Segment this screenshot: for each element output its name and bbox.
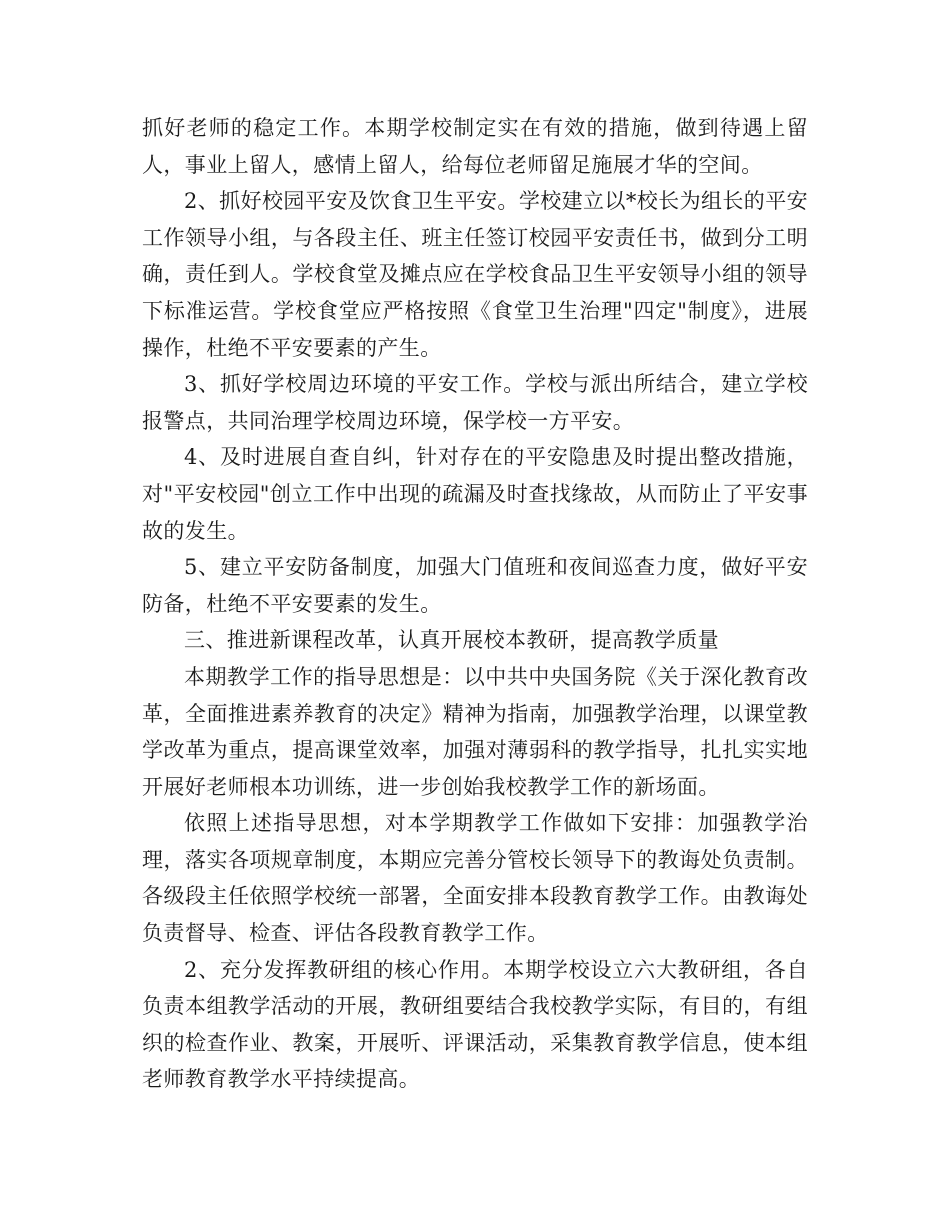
paragraph-4: 4、及时进展自查自纠，针对存在的平安隐患及时提出整改措施，对"平安校园"创立工作中出现的疏漏及时查找缘故，从而防止了平安事故的发生。 <box>142 445 808 543</box>
paragraph-1: 抓好老师的稳定工作。本期学校制定实在有效的措施，做到待遇上留人，事业上留人，感情上留人，给每位老师留足施展才华的空间。 <box>142 116 808 177</box>
paragraph-3: 3、抓好学校周边环境的平安工作。学校与派出所结合，建立学校报警点，共同治理学校周边环境，保学校一方平安。 <box>142 372 808 433</box>
section-heading: 三、推进新课程改革，认真开展校本教研，提高教学质量 <box>184 628 719 653</box>
paragraph-2: 2、抓好校园平安及饮食卫生平安。学校建立以*校长为组长的平安工作领导小组，与各段主任、班主任签订校园平安责任书，做到分工明确，责任到人。学校食堂及摊点应在学校食品卫生平安领导小组的领导下标准运营。学校食堂应严格按照《食堂卫生治理"四定"制度》，进展操作，杜绝不平安要素的产生。 <box>142 189 808 360</box>
paragraph-9: 2、充分发挥教研组的核心作用。本期学校设立六大教研组，各自负责本组教学活动的开展，教研组要结合我校教学实际，有目的，有组织的检查作业、教案，开展听、评课活动，采集教育教学信息，使本组老师教育教学水平持续提高。 <box>142 957 808 1092</box>
paragraph-8: 依照上述指导思想，对本学期教学工作做如下安排：加强教学治理，落实各项规章制度，本期应完善分管校长领导下的教诲处负责制。各级段主任依照学校统一部署，全面安排本段教育教学工作。由教诲处负责督导、检查、评估各段教育教学工作。 <box>142 811 808 946</box>
document-body <box>142 110 808 1098</box>
paragraph-7: 本期教学工作的指导思想是：以中共中央国务院《关于深化教育改革，全面推进素养教育的决定》精神为指南，加强教学治理，以课堂教学改革为重点，提高课堂效率，加强对薄弱科的教学指导，扎扎实实地开展好老师根本功训练，进一步创始我校教学工作的新场面。 <box>142 664 808 799</box>
paragraph-5: 5、建立平安防备制度，加强大门值班和夜间巡查力度，做好平安防备，杜绝不平安要素的发生。 <box>142 555 808 616</box>
